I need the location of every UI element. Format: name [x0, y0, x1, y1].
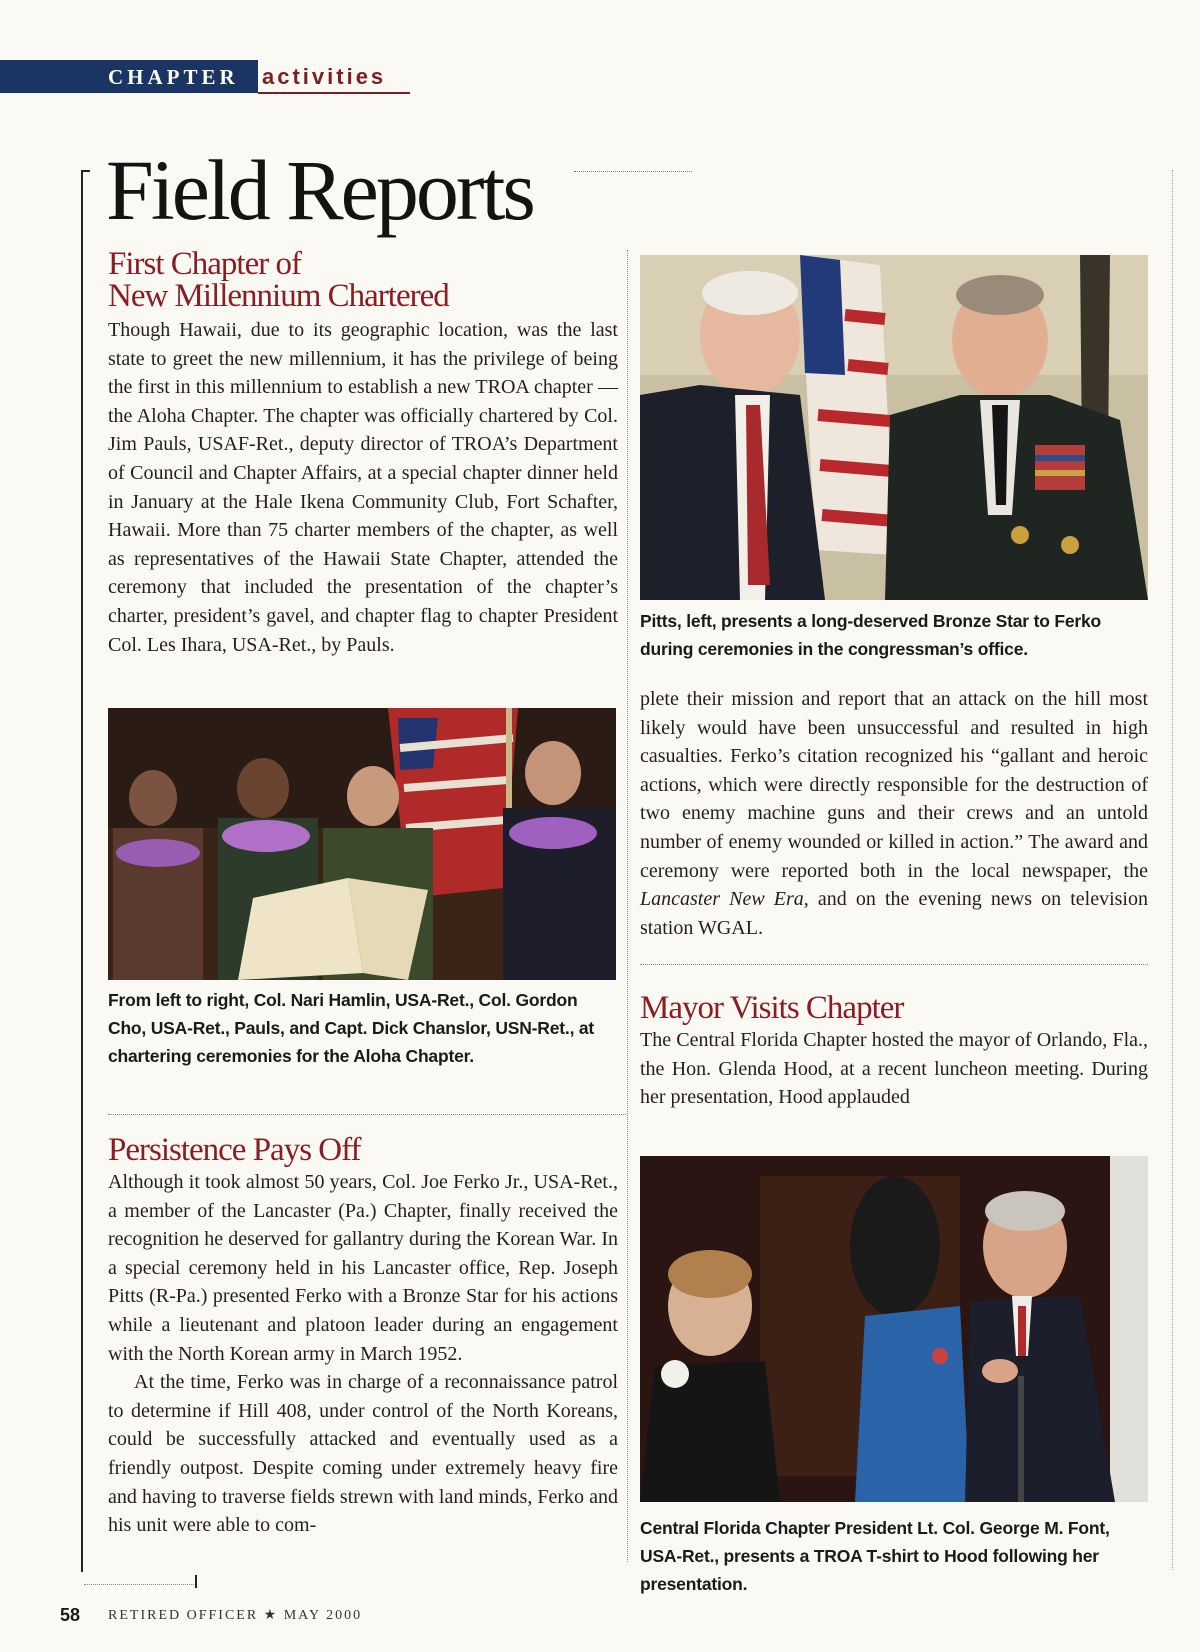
page-title: Field Reports — [106, 142, 533, 238]
article-aloha-headline-line2: New Millennium Chartered — [108, 278, 449, 314]
mayor-photo-caption: Central Florida Chapter President Lt. Col. George M. Font, USA-Ret., presents a TROA T-shirt to Hood following her presentation. — [640, 1518, 1110, 1594]
article-persistence-continuation — [640, 685, 1148, 942]
section-label: CHAPTER — [108, 65, 239, 89]
article-persistence-para2: At the time, Ferko was in charge of a reconnaissance patrol to determine if Hill 408, under control of the North Koreans, could be successfully attacked and eventually used as a friendly outpost. Despite coming under extremely heavy fire and having to traverse fields strewn with land minds, Ferko and his unit were able to com- — [108, 1371, 618, 1537]
column-divider — [627, 250, 628, 1562]
publication-info: RETIRED OFFICER ★ MAY 2000 — [108, 1608, 363, 1623]
left-margin-rule — [81, 170, 83, 1572]
section-sublabel-underline — [258, 92, 410, 94]
article-aloha-headline-line1: First Chapter of — [108, 246, 301, 282]
article-mayor-headline: Mayor Visits Chapter — [640, 990, 904, 1026]
article-separator-left — [108, 1114, 626, 1115]
page-number: 58 — [60, 1605, 81, 1625]
footer-rule — [84, 1584, 196, 1585]
footer-tick — [195, 1575, 197, 1588]
left-margin-tick — [81, 170, 90, 172]
continuation-text-a: plete their mission and report that an attack on the hill most likely would have been unsuccessful and resulted in high casualties. Ferko’s citation recognized his “gallant and heroic actions, which were directly responsible for the destruction of two enemy machine guns and their crews and an untold number of enemy wounded or killed in action.” The award and ceremony were reported both in the local newspaper, the — [640, 688, 1148, 882]
title-dotted-rule — [574, 171, 692, 172]
article-aloha-body: Though Hawaii, due to its geographic location, was the last state to greet the new millennium, it has the privilege of being the first in this millennium to establish a new TROA chapter — the Aloha Chapter. The chapter was officially chartered by Col. Jim Pauls, USAF-Ret., deputy director of TROA’s Department of Council and Chapter Affairs, at a special chapter dinner held in January at the Hale Ikena Community Club, Fort Schafter, Hawaii. More than 75 charter members of the chapter, as well as representatives of the Hawaii State Chapter, attended the ceremony that included the presentation of the chapter’s charter, president’s gavel, and chapter flag to chapter President Col. Les Ihara, USA-Ret., by Pauls. — [108, 319, 618, 656]
article-persistence — [108, 1134, 618, 1540]
bronze-star-photo — [640, 255, 1148, 600]
article-aloha — [108, 248, 618, 659]
newspaper-name: Lancaster New Era — [640, 888, 804, 911]
aloha-photo-caption: From left to right, Col. Nari Hamlin, USA-Ret., Col. Gordon Cho, USA-Ret., Pauls, and Capt. Dick Chanslor, USN-Ret., at chartering ceremonies for the Aloha Chapter. — [108, 990, 595, 1066]
section-sublabel: activities — [262, 64, 387, 89]
bronze-star-photo-caption: Pitts, left, presents a long-deserved Bronze Star to Ferko during ceremonies in the congressman’s office. — [640, 611, 1102, 659]
continuation-text-b: , and on the evening news on television station WGAL. — [640, 888, 1148, 939]
article-separator-right — [640, 964, 1148, 965]
article-mayor-body: The Central Florida Chapter hosted the mayor of Orlando, Fla., the Hon. Glenda Hood, at a recent luncheon meeting. During her presentation, Hood applauded — [640, 1029, 1148, 1109]
article-persistence-headline: Persistence Pays Off — [108, 1132, 361, 1168]
article-persistence-para1: Although it took almost 50 years, Col. Joe Ferko Jr., USA-Ret., a member of the Lancaster (Pa.) Chapter, finally received the recognition he deserved for gallantry during the Korean War. In a special ceremony held in his Lancaster office, Rep. Joseph Pitts (R-Pa.) presented Ferko with a Bronze Star for his actions while a lieutenant and platoon leader during an engagement with the North Korean army in March 1952. — [108, 1171, 618, 1365]
mayor-photo — [640, 1156, 1148, 1502]
article-mayor — [640, 992, 1148, 1112]
right-margin-rule — [1172, 170, 1173, 1570]
aloha-chapter-photo — [108, 708, 616, 980]
